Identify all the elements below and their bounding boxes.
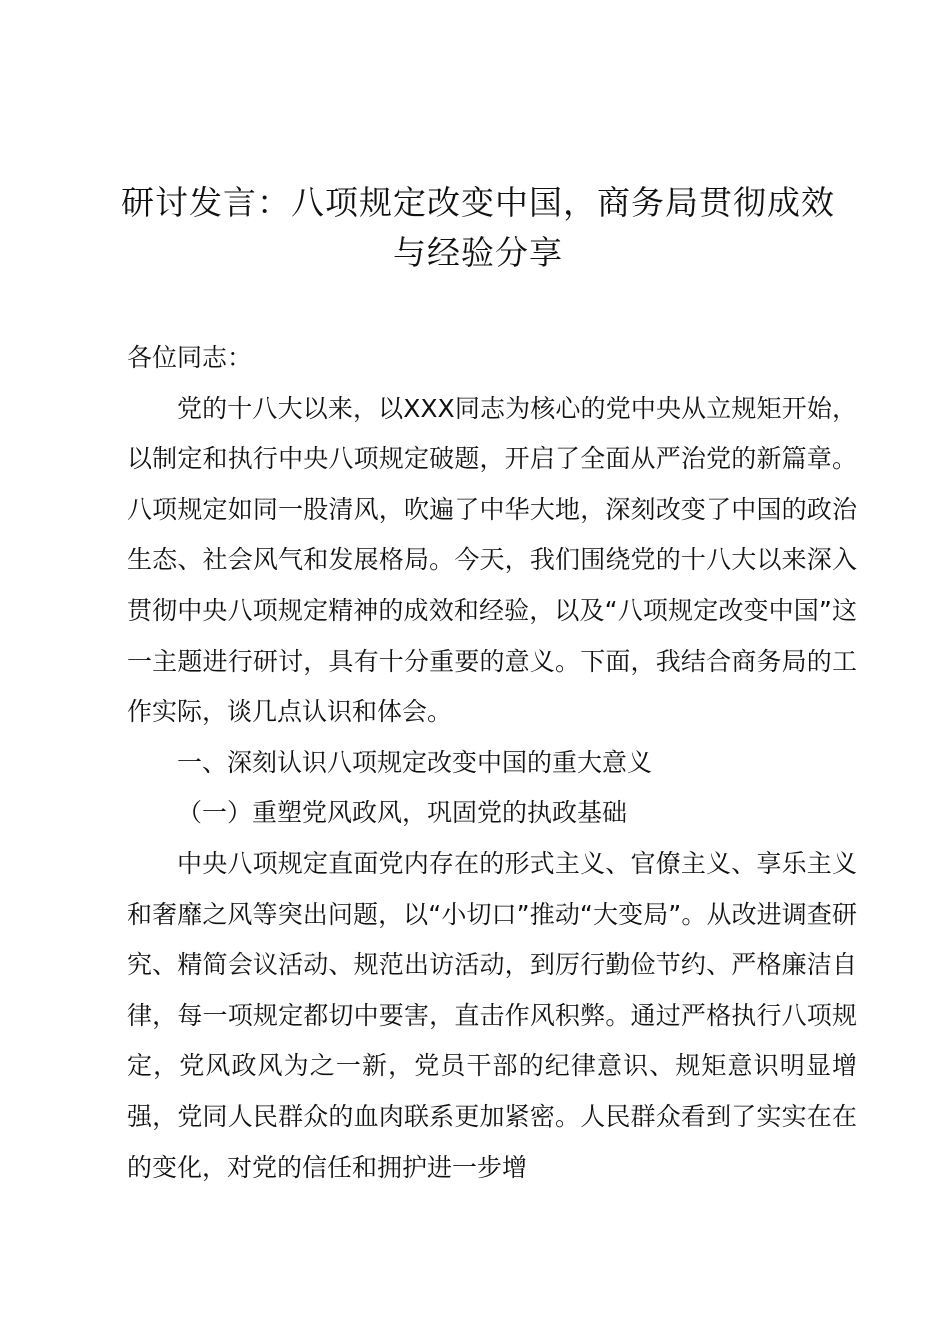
salutation: 各位同志： (127, 343, 253, 372)
paragraph-body: 中央八项规定直面党内存在的形式主义、官僚主义、享乐主义和奢靡之风等突出问题，以“小切口”推动“大变局”。从改进调查研究、精简会议活动、规范出访活动，到厉行勤俭节约、严格廉洁自律，每一项规定都切中要害，直击作风积弊。通过严格执行八项规定，党风政风为之一新，党员干部的纪律意识、规矩意识明显增强，党同人民群众的血肉联系更加紧密。人民群众看到了实实在在的变化，对党的信任和拥护进一步增 (127, 848, 857, 1182)
subsection-heading: （一）重塑党风政风，巩固党的执政基础 (177, 798, 628, 828)
document-title: 研讨发言：八项规定改变中国，商务局贯彻成效与经验分享 (121, 183, 835, 272)
section-heading: 一、深刻认识八项规定改变中国的重大意义 (177, 747, 653, 777)
document-body (127, 333, 857, 1193)
paragraph-intro: 党的十八大以来，以XXX同志为核心的党中央从立规矩开始，以制定和执行中央八项规定破题，开启了全面从严治党的新篇章。八项规定如同一股清风，吹遍了中华大地，深刻改变了中国的政治生态、社会风气和发展格局。今天，我们围绕党的十八大以来深入贯彻中央八项规定精神的成效和经验，以及“八项规定改变中国”这一主题进行研讨，具有十分重要的意义。下面，我结合商务局的工作实际，谈几点认识和体会。 (127, 393, 857, 727)
